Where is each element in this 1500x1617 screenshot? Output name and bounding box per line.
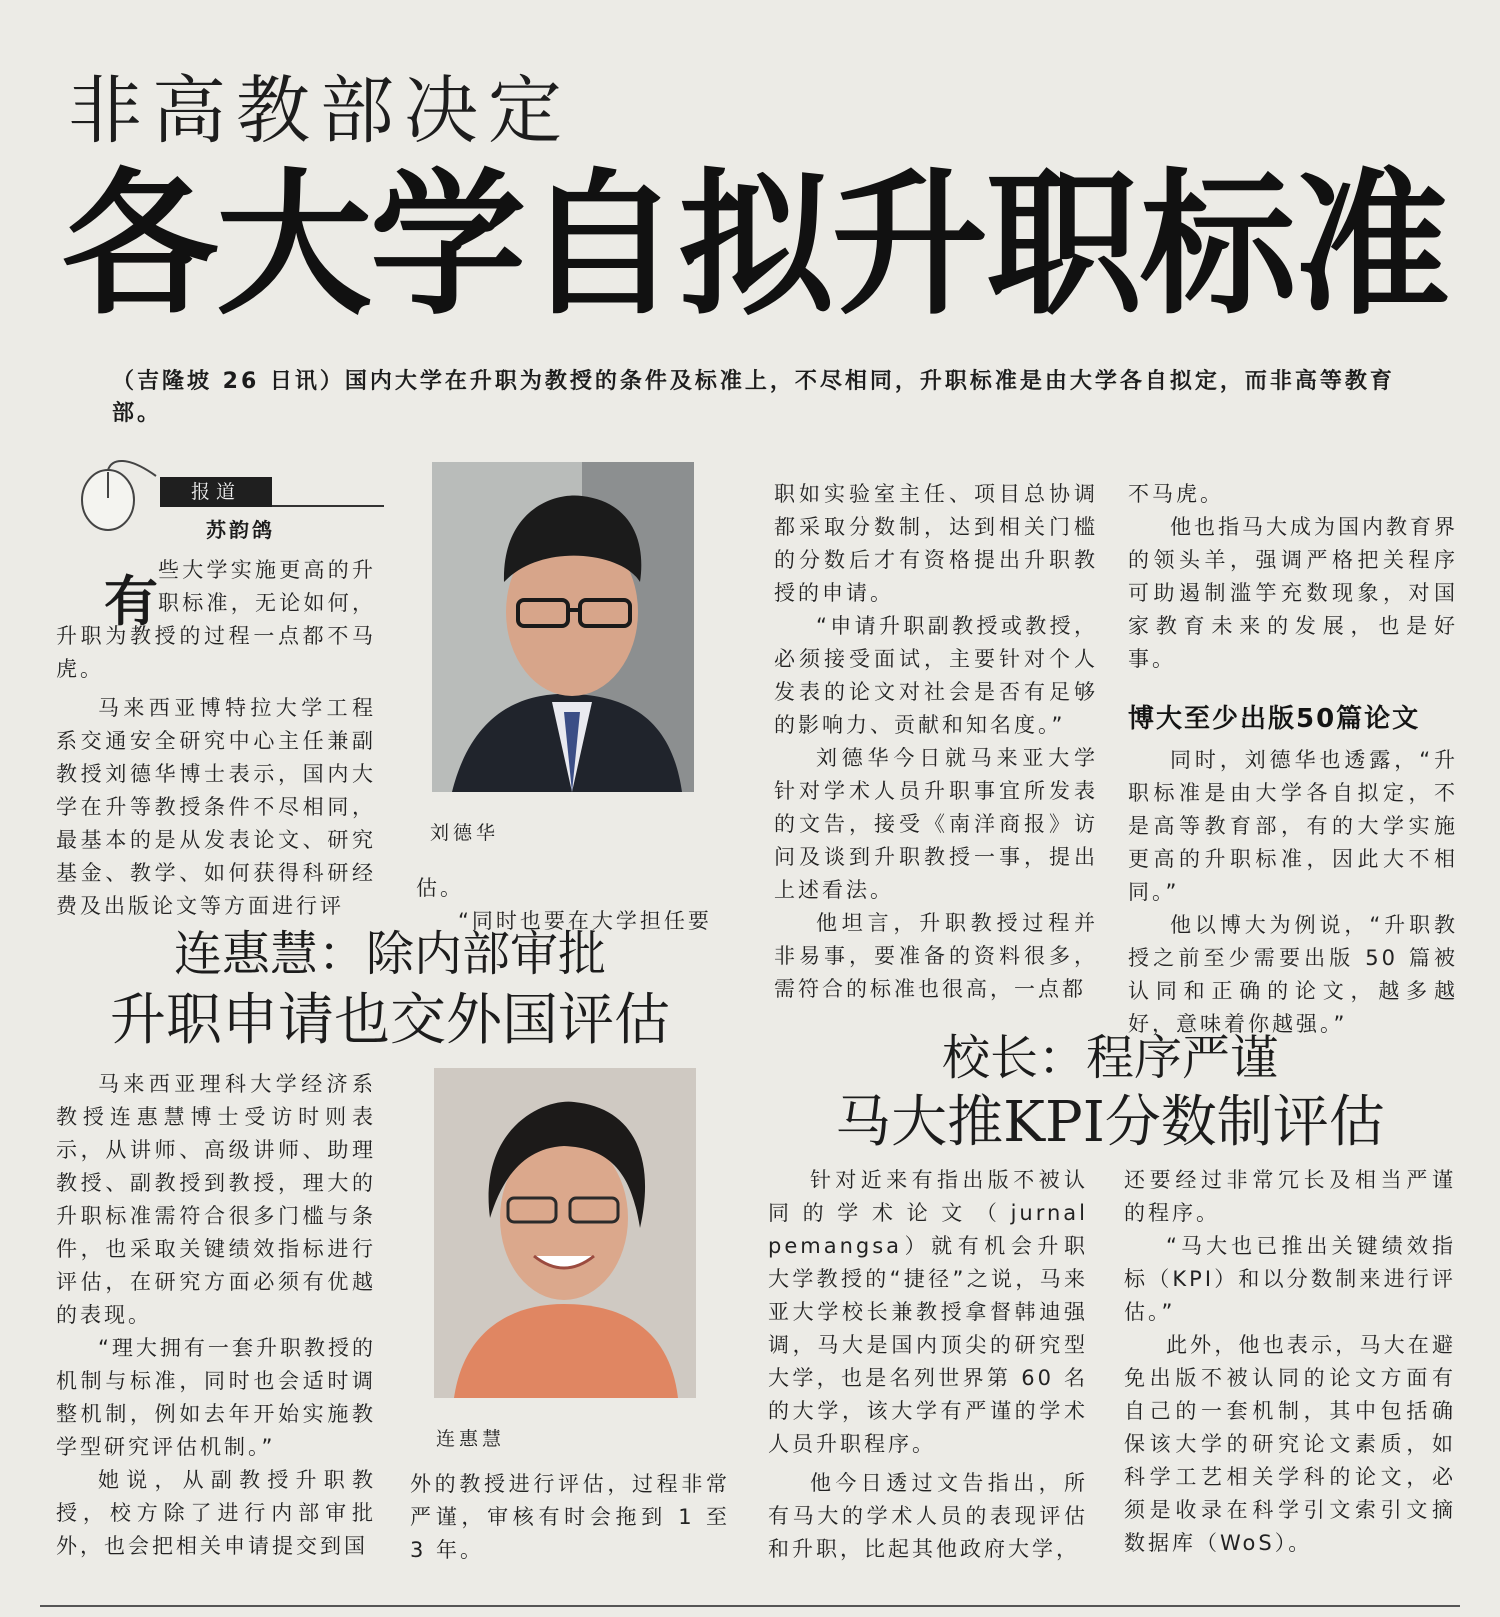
- lead-paragraph: （吉隆坡 26 日讯）国内大学在升职为教授的条件及标准上，不尽相同，升职标准是由大学各自拟定，而非高等教育部。: [112, 369, 1395, 426]
- col6-body: [410, 1468, 730, 1567]
- subhead1-line1: 连惠慧：除内部审批: [173, 926, 606, 982]
- col4-body: [1128, 478, 1458, 676]
- col5-body: [56, 1068, 376, 1563]
- col1-body: [56, 620, 376, 923]
- col5-paragraph-1: 马来西亚理科大学经济系教授连惠慧博士受访时则表示，从讲师、高级讲师、助理教授、副教授到教授，理大的升职标准需符合很多门槛与条件，也采取关键绩效指标进行评估，在研究方面必须有优越的表现。: [56, 1072, 376, 1327]
- col2-paragraph-1: 估。: [416, 876, 464, 900]
- col3-body: [774, 478, 1098, 1006]
- col1-first-paragraph: 些大学实施更高的升职标准，无论如何，: [158, 558, 376, 615]
- byline-name: 苏韵鸽: [206, 518, 275, 542]
- kicker-title: 非高教部决定: [68, 68, 572, 154]
- portrait-man-image: [432, 462, 694, 792]
- photo1-caption: 刘德华: [430, 822, 500, 844]
- photo2-caption: 连惠慧: [436, 1428, 506, 1450]
- col3-paragraph-3: 刘德华今日就马来亚大学针对学术人员升职事宜所发表的文告，接受《南洋商报》访问及谈到升职教授一事，提出上述看法。: [774, 746, 1098, 902]
- col7-paragraph-2: 他今日透过文告指出，所有马大的学术人员的表现评估和升职，比起其他政府大学，: [768, 1471, 1088, 1561]
- col8-paragraph-2: “马大也已推出关键绩效指标（KPI）和以分数制来进行评估。”: [1124, 1234, 1456, 1324]
- portrait-woman-image: [434, 1068, 696, 1398]
- photo-lian-huihui: [434, 1068, 696, 1398]
- headline: 各大学自拟升职标准: [62, 154, 1448, 336]
- byline-label: 报道: [160, 477, 272, 507]
- col4-paragraph-4: 他以博大为例说，“升职教授之前至少需要出版 50 篇被认同和正确的论文，越多越好，意味着你越强。”: [1128, 913, 1458, 1036]
- col3-paragraph-1: 职如实验室主任、项目总协调都采取分数制，达到相关门槛的分数后才有资格提出升职教授的申请。: [774, 482, 1098, 605]
- col4-minihead: 博大至少出版50篇论文: [1128, 704, 1421, 734]
- col6-paragraph: 外的教授进行评估，过程非常严谨，审核有时会拖到 1 至 3 年。: [410, 1472, 730, 1562]
- col5-paragraph-3: 她说，从副教授升职教授，校方除了进行内部审批外，也会把相关申请提交到国: [56, 1468, 376, 1558]
- col1-paragraph-2: 马来西亚博特拉大学工程系交通安全研究中心主任兼副教授刘德华博士表示，国内大学在升等教授条件不尽相同，最基本的是从发表论文、研究基金、教学、如何获得科研经费及出版论文等方面进行评: [56, 696, 376, 918]
- col4-paragraph-3: 同时，刘德华也透露，“升职标准是由大学各自拟定，不是高等教育部，有的大学实施更高的升职标准，因此大不相同。”: [1128, 748, 1458, 904]
- col8-paragraph-1: 还要经过非常冗长及相当严谨的程序。: [1124, 1168, 1456, 1225]
- col3-paragraph-2: “申请升职副教授或教授，必须接受面试，主要针对个人发表的论文对社会是否有足够的影响力、贡献和知名度。”: [774, 614, 1098, 737]
- col3-paragraph-4: 他坦言，升职教授过程并非易事，要准备的资料很多，需符合的标准也很高，一点都: [774, 911, 1098, 1001]
- col8-paragraph-3: 此外，他也表示，马大在避免出版不被认同的论文方面有自己的一套机制，其中包括确保该大学的研究论文素质，如科学工艺相关学科的论文，必须是收录在科学引文索引文摘数据库（WoS）。: [1124, 1333, 1456, 1555]
- col7-body: [768, 1164, 1088, 1566]
- col2-paragraph-2: “同时也要在大学担任要: [458, 909, 712, 933]
- subhead1-line2: 升职申请也交外国评估: [110, 988, 670, 1053]
- subhead2-line2: 马大推KPI分数制评估: [835, 1090, 1385, 1155]
- drop-cap: 有: [104, 570, 158, 633]
- col8-body: [1124, 1164, 1456, 1560]
- col5-paragraph-2: “理大拥有一套升职教授的机制与标准，同时也会适时调整机制，例如去年开始实施教学型研究评估机制。”: [56, 1336, 376, 1459]
- byline-rule: [272, 505, 384, 507]
- photo-liu-dehua: [432, 462, 694, 792]
- bottom-rule: [40, 1605, 1460, 1607]
- col7-paragraph-1: 针对近来有指出版不被认同的学术论文（jurnal pemangsa）就有机会升职大学教授的“捷径”之说，马来亚大学校长兼教授拿督韩迪强调，马大是国内顶尖的研究型大学，也是名列世界第 60 名的大学，该大学有严谨的学术人员升职程序。: [768, 1168, 1088, 1456]
- col1-first-tail: 升职为教授的过程一点都不马虎。: [56, 624, 376, 681]
- mouse-icon: [68, 454, 158, 534]
- col4-body-2: [1128, 744, 1458, 1041]
- col4-paragraph-1: 不马虎。: [1128, 482, 1224, 506]
- subhead2-line1: 校长：程序严谨: [941, 1030, 1278, 1086]
- col1-first-lines: [158, 554, 376, 620]
- col4-paragraph-2: 他也指马大成为国内教育界的领头羊，强调严格把关程序可助遏制滥竽充数现象，对国家教育未来的发展，也是好事。: [1128, 515, 1458, 671]
